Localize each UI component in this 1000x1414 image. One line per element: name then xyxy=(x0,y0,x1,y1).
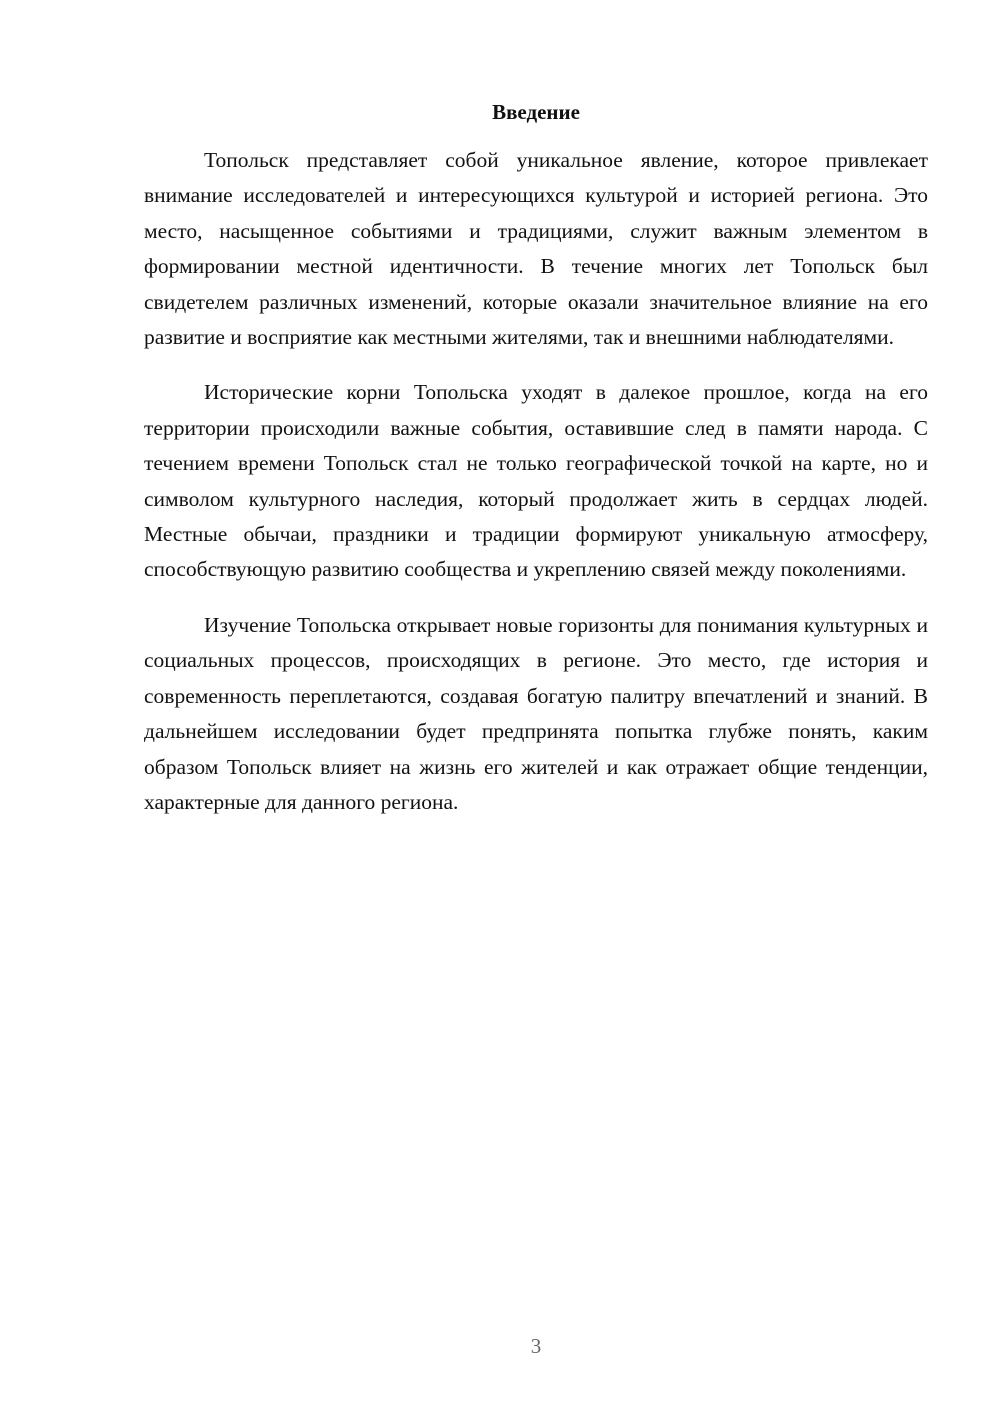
page-number: 3 xyxy=(530,1334,542,1358)
paragraph-2: Исторические корни Топольска уходят в далекое прошлое, когда на его территории происходили важные события, оставившие след в памяти народа. С течением времени Топольск стал не только географической точкой на карте, но и символом культурного наследия, который продолжает жить в сердцах людей. Местные обычаи, праздники и традиции формируют уникальную атмосферу, способствующую развитию сообщества и укреплению связей между поколениями. xyxy=(144,380,928,582)
section-heading: Введение xyxy=(492,100,580,124)
paragraph-3: Изучение Топольска открывает новые горизонты для понимания культурных и социальных процессов, происходящих в регионе. Это место, где история и современность переплетаются, создавая богатую палитру впечатлений и знаний. В дальнейшем исследовании будет предпринята попытка глубже понять, каким образом Топольск влияет на жизнь его жителей и как отражает общие тенденции, характерные для данного региона. xyxy=(144,612,928,814)
paragraph-1: Топольск представляет собой уникальное явление, которое привлекает внимание исследователей и интересующихся культурой и историей региона. Это место, насыщенное событиями и традициями, служит важным элементом в формировании местной идентичности. В течение многих лет Топольск был свидетелем различных изменений, которые оказали значительное влияние на его развитие и восприятие как местными жителями, так и внешними наблюдателями. xyxy=(144,148,928,350)
body-text xyxy=(144,143,928,840)
